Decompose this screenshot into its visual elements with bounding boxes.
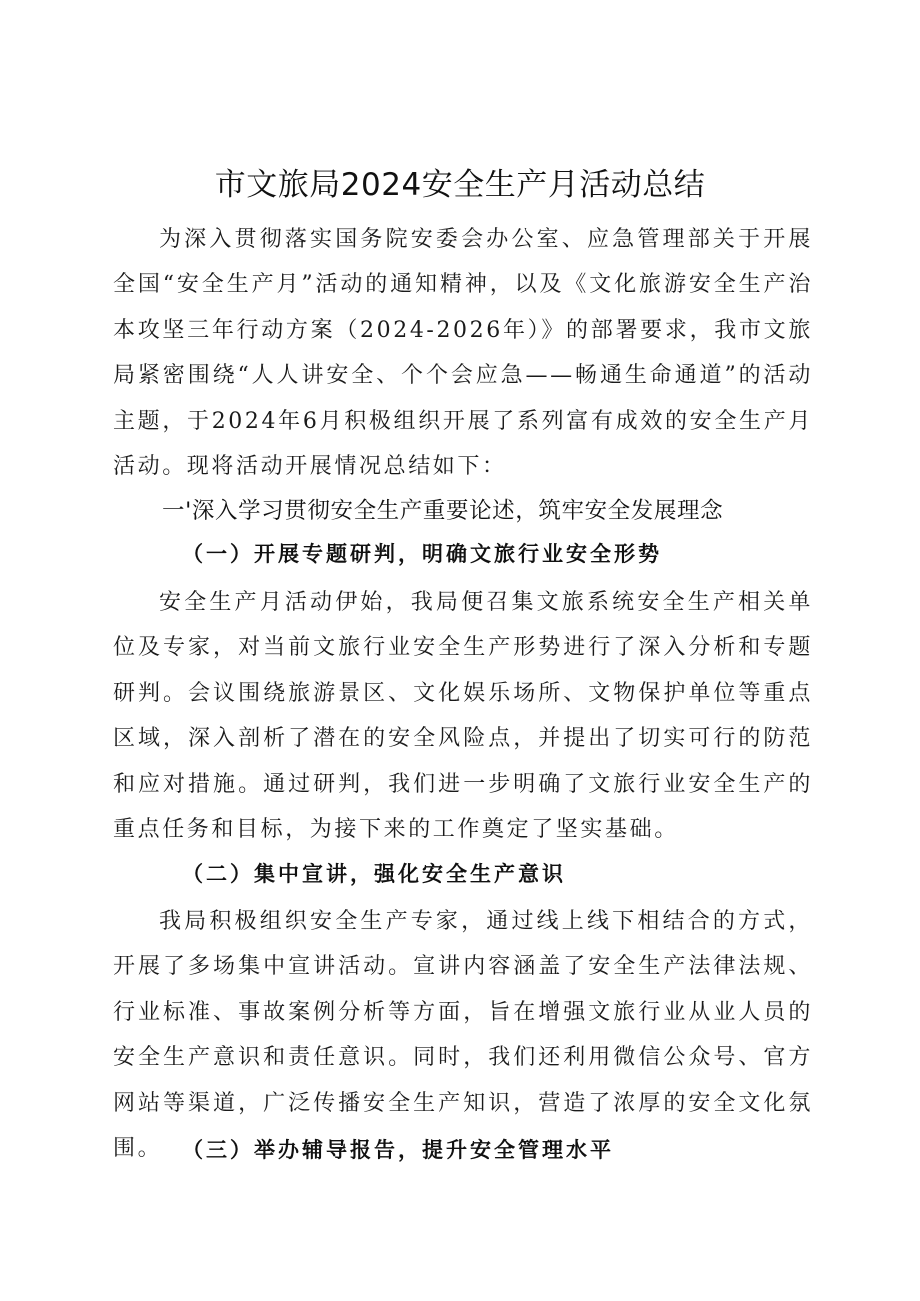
subsection-paragraph-1: 安全生产月活动伊始，我局便召集文旅系统安全生产相关单位及专家，对当前文旅行业安全生产形势进行了深入分析和专题研判。会议围绕旅游景区、文化娱乐场所、文物保护单位等重点区域，深入剖析了潜在的安全风险点，并提出了切实可行的防范和应对措施。通过研判，我们进一步明确了文旅行业安全生产的重点任务和目标，为接下来的工作奠定了坚实基础。	[113, 590, 813, 843]
section-heading-1: 一'深入学习贯彻安全生产重要论述，筑牢安全发展理念	[162, 498, 724, 524]
intro-paragraph: 为深入贯彻落实国务院安委会办公室、应急管理部关于开展全国“安全生产月”活动的通知精神，以及《文化旅游安全生产治本攻坚三年行动方案（2024-2026年）》的部署要求，我市文旅局紧密围绕“人人讲安全、个个会应急——畅通生命通道”的活动主题，于2024年6月积极组织开展了系列富有成效的安全生产月活动。现将活动开展情况总结如下：	[113, 227, 813, 480]
subsection-heading-1: （一）开展专题研判，明确文旅行业安全形势	[182, 541, 662, 566]
subsection-heading-2: （二）集中宣讲，强化安全生产意识	[182, 861, 566, 886]
subsection-paragraph-2: 我局积极组织安全生产专家，通过线上线下相结合的方式，开展了多场集中宣讲活动。宣讲内容涵盖了安全生产法律法规、行业标准、事故案例分析等方面，旨在增强文旅行业从业人员的安全生产意识和责任意识。同时，我们还利用微信公众号、官方网站等渠道，广泛传播安全生产知识，营造了浓厚的安全文化氛围。	[113, 909, 813, 1162]
subsection-heading-3: （三）举办辅导报告，提升安全管理水平	[182, 1137, 614, 1162]
document-title: 市文旅局2024安全生产月活动总结	[214, 167, 706, 203]
